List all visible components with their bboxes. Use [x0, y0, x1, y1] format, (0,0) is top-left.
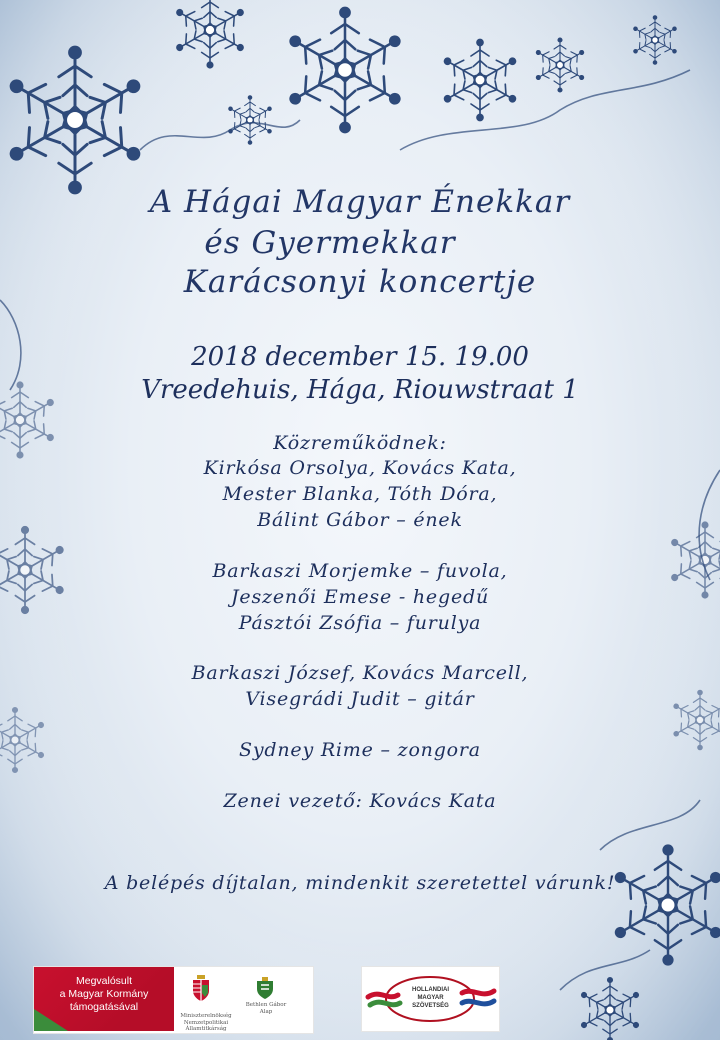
guitar-line1: Barkaszi József, Kovács Marcell,	[191, 662, 529, 684]
singers-line3: Bálint Gábor – ének	[257, 509, 463, 531]
hmsz-name-line3: SZÖVETSÉG	[412, 1003, 449, 1009]
music-director: Zenei vezető: Kovács Kata	[223, 790, 497, 812]
government-support-badge	[34, 967, 174, 1031]
singers-line1: Kirkósa Orsolya, Kovács Kata,	[203, 457, 517, 479]
concert-title-line2: és Gyermekkar	[204, 225, 456, 261]
guitar-line2: Visegrádi Judit – gitár	[245, 688, 475, 710]
bethlen-caption: Bethlen Gábor Alap	[245, 1002, 287, 1015]
concert-title-line1: A Hágai Magyar Énekkar	[149, 184, 571, 220]
government-sponsor-logos	[33, 966, 314, 1034]
flute-performer: Barkaszi Morjemke – fuvola,	[212, 560, 508, 582]
badge-green-corner	[34, 1009, 68, 1031]
hmsz-logo-box	[361, 966, 500, 1032]
event-venue: Vreedehuis, Hága, Riouwstraat 1	[141, 375, 579, 405]
recorder-performer: Pásztói Zsófia – furulya	[238, 612, 482, 634]
piano-performer: Sydney Rime – zongora	[239, 739, 481, 761]
concert-title-line3: Karácsonyi koncertje	[183, 264, 537, 300]
bethlen-gabor-fund-icon	[255, 977, 275, 999]
hmsz-name-line2: MAGYAR	[417, 995, 444, 1001]
singers-line2: Mester Blanka, Tóth Dóra,	[222, 483, 498, 505]
badge-line2: a Magyar Kormány	[59, 988, 149, 1000]
hungarian-coat-of-arms-icon	[192, 975, 210, 1001]
performers-heading: Közreműködnek:	[273, 432, 447, 454]
hmsz-name-line1: HOLLANDIAI	[412, 987, 449, 993]
event-datetime: 2018 december 15. 19.00	[191, 342, 529, 372]
badge-line1: Megvalósult	[75, 975, 133, 987]
free-entry-note: A belépés díjtalan, mindenkit szeretettel várunk!	[104, 872, 616, 894]
badge-line3: támogatásával	[69, 1001, 139, 1013]
ministry-caption: Miniszterelnökség Nemzetpolitikai Államtitkárság	[180, 1013, 232, 1032]
violin-performer: Jeszenői Emese - hegedű	[231, 586, 489, 608]
